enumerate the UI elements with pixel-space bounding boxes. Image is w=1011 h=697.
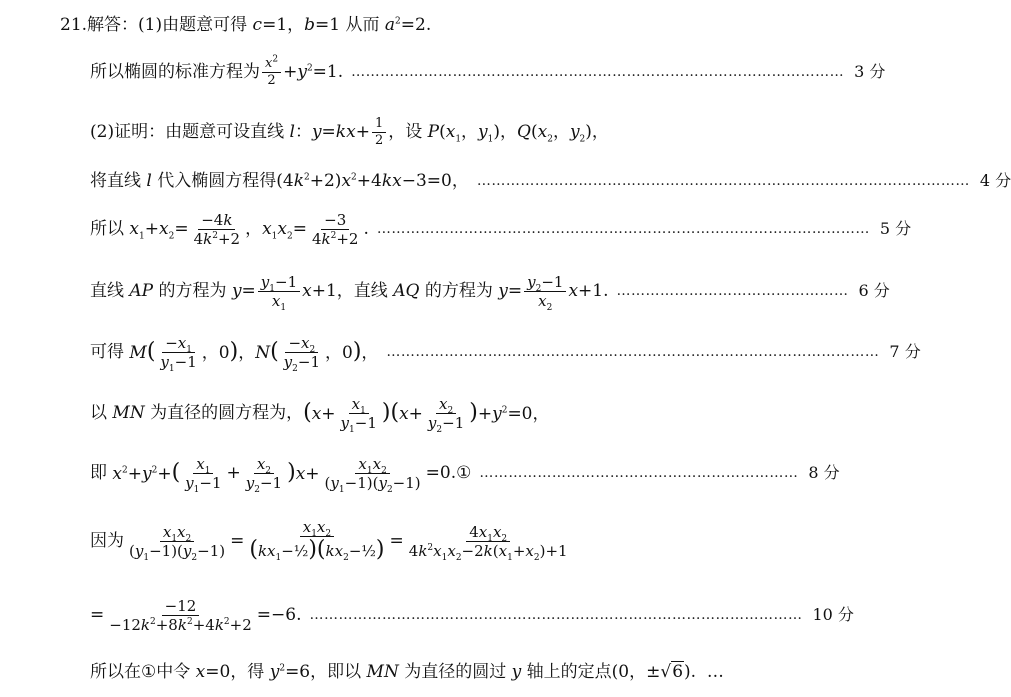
dot-leader: ………………………………………………………………………………………… (376, 221, 870, 237)
line-result: = $\frac{-12}{-12k^2+8k^2+4k^2+2}$ =−6. ………………………………………………………………………………………… 10 分 (90, 596, 854, 634)
problem-number: 21. (60, 14, 88, 35)
score-label: 7 分 (889, 342, 921, 361)
line-ellipse-equation: 所以椭圆的标准方程为 $\frac{x^2}{2}$ $+y^2=1$. ………………………………………………………………………………………… 3 分 (90, 54, 886, 88)
dot-leader: ………………………………………………………………………………………… (386, 344, 880, 360)
line-circle-equation: 以 MN 为直径的圆方程为， (x+ $\frac{x_1}{y_1-1}$ )(x+ $\frac{x_2}{y_2-1}$ )$+y^2=0$， (90, 394, 550, 435)
line-conclusion: 所以在 ① 中令 x=0 ，得 $y^2=6$ ，即以 MN 为直径的圆过 y 轴上的定点 (0，±√6). … (90, 661, 724, 682)
dot-leader: ………………………………………………………………………………………… (351, 64, 845, 80)
line-part1: 21. 解答： (1) 由题意可得 c=1，b=1 从而 $a^2=2$. (60, 14, 432, 35)
score-label: 8 分 (808, 463, 840, 482)
answer-label: 解答： (87, 14, 139, 35)
line-substitute: 将直线 l 代入椭圆方程得 $(4k^2+2)x^2+4kx-3=0$， ………………………………………………………………………………………… 4 分 (90, 170, 1011, 191)
dot-leader: ………………………………………………………………………………………… (476, 173, 970, 189)
score-label: 4 分 (979, 171, 1011, 190)
line-ap-aq: 直线 AP 的方程为 y= $\frac{y_1-1}{x_1}$ x+1 ，直线 AQ 的方程为 y= $\frac{y_2-1}{x_2}$ x+1. ………………………………………… 6 分 (90, 272, 890, 313)
score-label: 3 分 (854, 62, 886, 81)
line-vieta: 所以 $x_1+x_2=$ $\frac{-4k}{4k^2+2}$ ，$x_1x_2=$ $\frac{-3}{4k^2+2}$ . ………………………………………………………………………………………… 5 分 (90, 210, 912, 248)
circled-one: ① (456, 462, 472, 483)
line-because: 因为 $\frac{x_1x_2}{(y_1-1)(y_2-1)}$ = $\frac{x_1x_2}{(kx_1-\frac{1}{2})(kx_2-\frac{1}{2})}$ = $\frac{4x_1x_2}{4k^2x_1x_2-2k(x_1+x_2)+1}$ (90, 518, 568, 564)
dot-leader: ………………………………………… (616, 283, 849, 299)
fraction: $\frac{x^2}{2}$ (262, 56, 281, 88)
score-label: 6 分 (858, 281, 890, 300)
dot-leader: ………………………………………………………………………………………… (309, 607, 803, 623)
line-points-mn: 可得 M( $\frac{-x_1}{y_1-1}$ ，0)，N( $\frac{-x_2}{y_2-1}$ ，0)， ………………………………………………………………………………………… 7 分 (90, 333, 921, 374)
dot-leader: ………………………………………………………… (479, 465, 799, 481)
line-expanded-equation: 即 $x^2+y^2+$( $\frac{x_1}{y_1-1}$ + $\frac{x_2}{y_2-1}$ )x+ $\frac{x_1x_2}{(y_1-1)(y_2-1)}$ =0. ① ………………………………………………………… 8 分 (90, 454, 840, 495)
score-label: 5 分 (879, 219, 912, 238)
line-part2: (2) 证明：由题意可设直线 l：y=kx+ $\frac{1}{2}$ ，设 $P(x_1$，$y_1$)，$Q(x_2$，$y_2$)， (90, 115, 609, 148)
score-label: 10 分 (812, 605, 854, 624)
